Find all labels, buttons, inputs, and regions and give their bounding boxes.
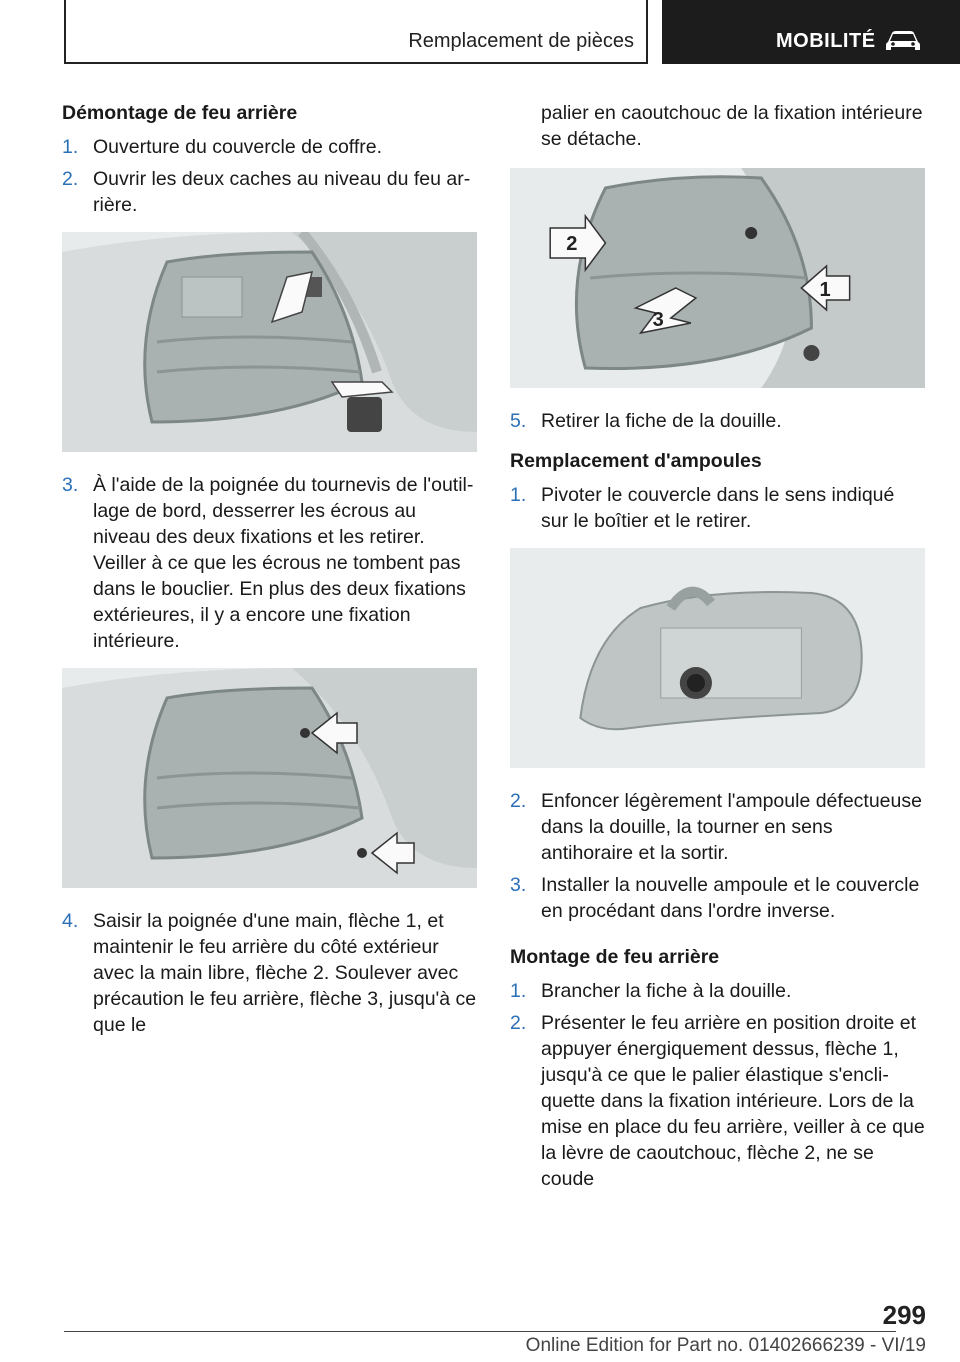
step-number: 2.: [510, 790, 527, 812]
step-number: 1.: [510, 980, 527, 1002]
step-number: 1.: [510, 484, 527, 506]
tail-light-fixings-illustration: [62, 668, 477, 888]
continued-text: palier en caoutchouc de la fixation intérieure se détache.: [541, 102, 923, 150]
step-item: [62, 908, 477, 1038]
step-text: Saisir la poignée d'une main, flèche 1, et maintenir le feu arrière du côté extérieur avec la main libre, flèche 2. Soulever avec précaution le feu arrière, flèche 3, jusqu'à ce que le: [93, 910, 477, 1036]
heading-mounting: Montage de feu arrière: [510, 946, 720, 968]
step-item: [510, 872, 925, 924]
right-column: [510, 100, 925, 1198]
step-item: [510, 482, 925, 534]
tail-light-lift-illustration: [510, 168, 925, 388]
step-number: 1.: [62, 136, 79, 158]
footer-edition: Online Edition for Part no. 01402666239 - VI/19: [525, 1335, 926, 1356]
step-item: [62, 472, 477, 654]
step-text: Présenter le feu arrière en position droite et appuyer énergiquement dessus, flèche 1, jusqu'à ce que le palier élastique s'encliquette dans la fixation intérieure. Lors de la mise en place du feu arrière, veiller à ce que la lèvre de caoutchouc, flèche 2, ne se coude: [541, 1012, 925, 1190]
step-item: [510, 408, 925, 434]
step-text: Pivoter le couvercle dans le sens indiqué sur le boîtier et le retirer.: [541, 484, 895, 532]
arrow-label-1: 1: [819, 279, 831, 301]
step-number: 2.: [62, 168, 79, 190]
arrow-label-2: 2: [566, 233, 578, 255]
arrow-label-3: 3: [652, 309, 664, 331]
figure-lift-light: [510, 168, 925, 388]
figure-nut-fixings: [62, 668, 477, 888]
header-chapter-title: MOBILITÉ: [776, 30, 876, 52]
step-number: 3.: [510, 874, 527, 896]
step-number: 4.: [62, 910, 79, 932]
step-item: [62, 166, 477, 218]
car-icon: [884, 28, 922, 54]
step-number: 3.: [62, 474, 79, 496]
step-text: Ouverture du couvercle de coffre.: [93, 136, 383, 158]
step-text: Ouvrir les deux caches au niveau du feu arrière.: [93, 168, 471, 216]
step-text: Retirer la fiche de la douille.: [541, 410, 782, 432]
left-column: [62, 100, 477, 1044]
figure-light-housing: [510, 548, 925, 768]
step-text: Installer la nouvelle ampoule et le couvercle en procédant dans l'ordre inverse.: [541, 874, 920, 922]
header-section-title: Remplacement de pièces: [408, 30, 634, 52]
header-section-box: [64, 0, 648, 64]
tail-light-illustration: [62, 232, 477, 452]
heading-bulb-replacement: Remplacement d'ampoules: [510, 450, 762, 472]
step-item: [510, 978, 925, 1004]
heading-removal: Démontage de feu arrière: [62, 102, 298, 124]
light-housing-illustration: [510, 548, 925, 768]
step-text: À l'aide de la poignée du tournevis de l'outillage de bord, desserrer les écrous au niveau des deux fixations et les retirer. Veiller à ce que les écrous ne tombent pas dans le bouclier. En plus des deux fixations extérieures, il y a encore une fixation intérieure.: [93, 474, 474, 652]
step-text: Brancher la fiche à la douille.: [541, 980, 792, 1002]
step-item: [510, 788, 925, 866]
step-text: Enfoncer légèrement l'ampoule défectueuse dans la douille, la tourner en sens antihoraire et la sortir.: [541, 790, 922, 864]
header-chapter-box: [662, 0, 960, 64]
step-number: 5.: [510, 410, 527, 432]
figure-open-covers: [62, 232, 477, 452]
step-item: [62, 134, 477, 160]
step-item: [510, 1010, 925, 1192]
footer-divider: [64, 1331, 896, 1332]
step-number: 2.: [510, 1012, 527, 1034]
page-number: 299: [882, 1300, 926, 1330]
